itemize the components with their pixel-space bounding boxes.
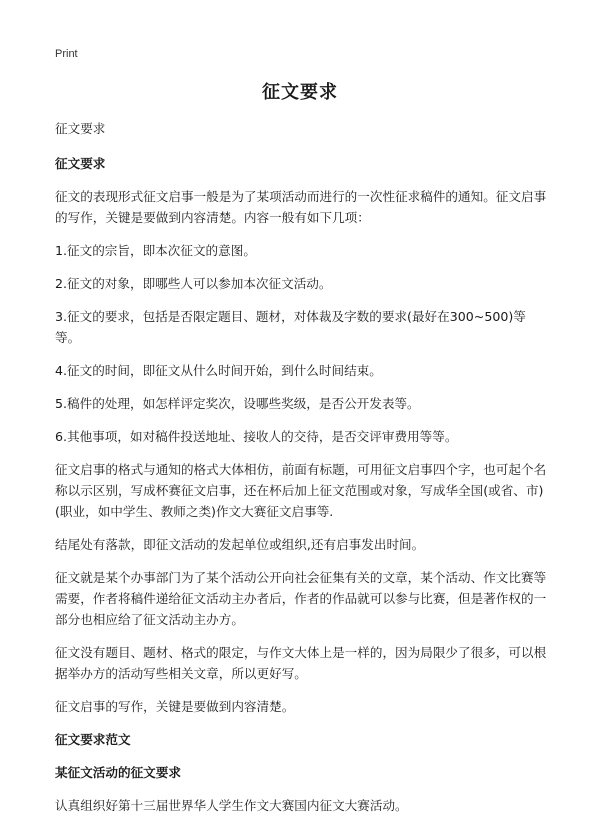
list-item: 6.其他事项，如对稿件投送地址、接收人的交待，是否交评审费用等等。 xyxy=(55,429,458,444)
key-paragraph: 征文启事的写作，关键是要做到内容清楚。 xyxy=(55,699,295,714)
sample-paragraph: 认真组织好第十三届世界华人学生作文大赛国内征文大赛活动。 xyxy=(55,798,408,813)
list-item: 3.征文的要求，包括是否限定题目、题材，对体裁及字数的要求(最好在300~500)等等。 xyxy=(55,309,526,345)
sample-heading: 征文要求范文 xyxy=(55,732,131,747)
sample-subheading: 某征文活动的征文要求 xyxy=(55,765,181,780)
page-title: 征文要求 xyxy=(262,82,338,103)
list-item: 5.稿件的处理，如怎样评定奖次，设哪些奖级，是否公开发表等。 xyxy=(55,396,420,411)
definition-paragraph: 征文就是某个办事部门为了某个活动公开向社会征集有关的文章，某个活动、作文比赛等需要，作者将稿件递给征文活动主办者后，作者的作品就可以参与比赛，但是著作权的一部分也相应给了征文活动主办方。 xyxy=(55,570,547,627)
list-item: 4.征文的时间，即征文从什么时间开始，到什么时间结束。 xyxy=(55,363,382,378)
print-link[interactable]: Print xyxy=(55,48,78,60)
freedom-paragraph: 征文没有题目、题材、格式的限定，与作文大体上是一样的，因为局限少了很多，可以根据举办方的活动写些相关文章，所以更好写。 xyxy=(55,645,547,681)
document-body xyxy=(55,118,549,828)
intro-paragraph: 征文的表现形式征文启事一般是为了某项活动而进行的一次性征求稿件的通知。征文启事的写作，关键是要做到内容清楚。内容一般有如下几项： xyxy=(55,189,547,225)
list-item: 1.征文的宗旨，即本次征文的意图。 xyxy=(55,243,256,258)
format-paragraph: 征文启事的格式与通知的格式大体相仿，前面有标题，可用征文启事四个字，也可起个名称以示区别，写成杯赛征文启事，还在杯后加上征文范围或对象，写成华全国(或省、市)(职业，如中学生、教师之类)作文大赛征文启事等. xyxy=(55,462,547,519)
ending-paragraph: 结尾处有落款，即征文活动的发起单位或组织,还有启事发出时间。 xyxy=(55,537,425,552)
list-item: 2.征文的对象，即哪些人可以参加本次征文活动。 xyxy=(55,276,332,291)
section-heading: 征文要求 xyxy=(55,156,106,171)
document-subtitle: 征文要求 xyxy=(55,121,106,136)
